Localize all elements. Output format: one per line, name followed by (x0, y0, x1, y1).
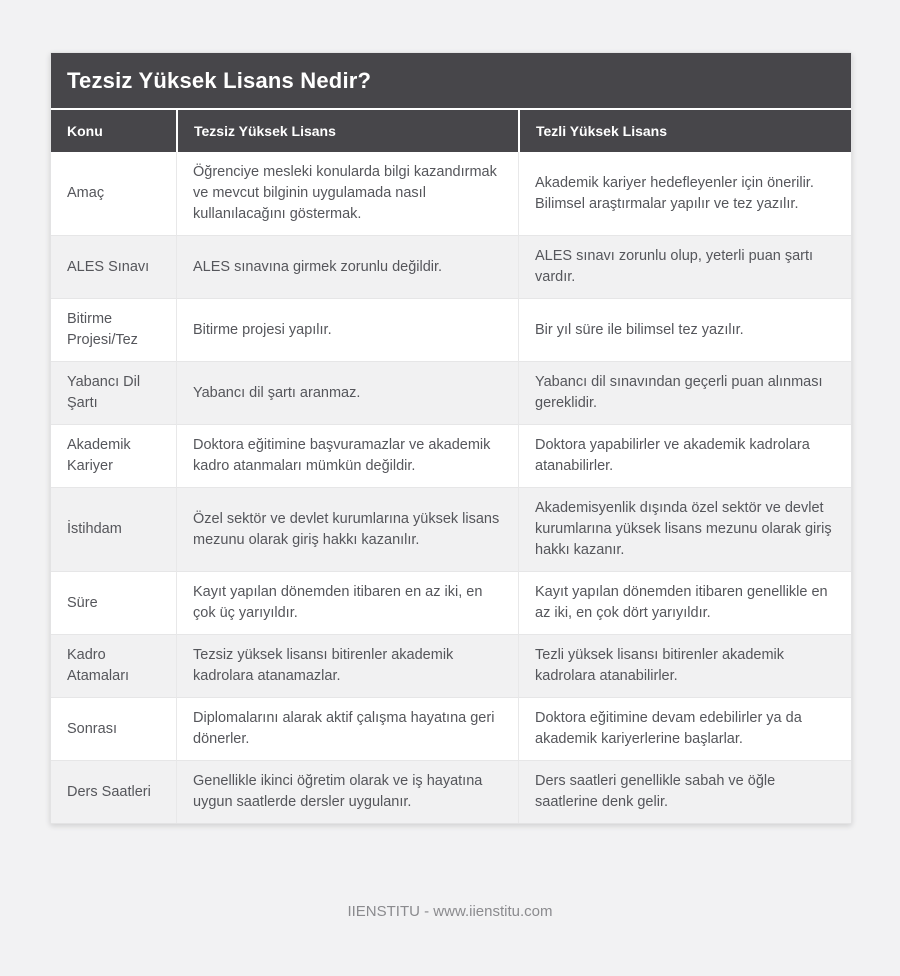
comparison-card (50, 52, 852, 824)
tezli-cell: Bir yıl süre ile bilimsel tez yazılır. (518, 298, 851, 361)
row-label-cell: İstihdam (51, 487, 176, 571)
tezli-cell: Kayıt yapılan dönemden itibaren genellikle en az iki, en çok dört yarıyıldır. (518, 571, 851, 634)
tezsiz-cell: Bitirme projesi yapılır. (176, 298, 518, 361)
tezsiz-cell: Diplomalarını alarak aktif çalışma hayatına geri dönerler. (176, 697, 518, 760)
tezsiz-cell: ALES sınavına girmek zorunlu değildir. (176, 235, 518, 298)
tezsiz-cell: Genellikle ikinci öğretim olarak ve iş hayatına uygun saatlerde dersler uygulanır. (176, 760, 518, 823)
tezli-cell: Yabancı dil sınavından geçerli puan alınması gereklidir. (518, 361, 851, 424)
table-body (51, 152, 851, 823)
tezli-cell: Doktora yapabilirler ve akademik kadrolara atanabilirler. (518, 424, 851, 487)
table-row (51, 571, 851, 634)
tezsiz-cell: Yabancı dil şartı aranmaz. (176, 361, 518, 424)
tezli-cell: Ders saatleri genellikle sabah ve öğle saatlerine denk gelir. (518, 760, 851, 823)
row-label-cell: Kadro Atamaları (51, 634, 176, 697)
tezsiz-cell: Kayıt yapılan dönemden itibaren en az iki, en çok üç yarıyıldır. (176, 571, 518, 634)
tezli-cell: Akademik kariyer hedefleyenler için önerilir. Bilimsel araştırmalar yapılır ve tez yazılır. (518, 152, 851, 235)
column-header-tezli: Tezli Yüksek Lisans (518, 110, 851, 152)
table-row (51, 235, 851, 298)
table-row (51, 298, 851, 361)
page-title: Tezsiz Yüksek Lisans Nedir? (51, 53, 851, 108)
table-row (51, 152, 851, 235)
row-label-cell: Yabancı Dil Şartı (51, 361, 176, 424)
footer-credit: IIENSTITU - www.iienstitu.com (347, 903, 553, 920)
tezsiz-cell: Doktora eğitimine başvuramazlar ve akademik kadro atanmaları mümkün değildir. (176, 424, 518, 487)
row-label-cell: Sonrası (51, 697, 176, 760)
table-row (51, 634, 851, 697)
column-header-konu: Konu (51, 110, 176, 152)
table-row (51, 697, 851, 760)
tezli-cell: Tezli yüksek lisansı bitirenler akademik kadrolara atanabilirler. (518, 634, 851, 697)
row-label-cell: ALES Sınavı (51, 235, 176, 298)
table-row (51, 361, 851, 424)
table-row (51, 760, 851, 823)
table-row (51, 487, 851, 571)
row-label-cell: Akademik Kariyer (51, 424, 176, 487)
row-label-cell: Bitirme Projesi/Tez (51, 298, 176, 361)
comparison-table (51, 110, 851, 823)
column-header-tezsiz: Tezsiz Yüksek Lisans (176, 110, 518, 152)
row-label-cell: Amaç (51, 152, 176, 235)
tezsiz-cell: Özel sektör ve devlet kurumlarına yüksek lisans mezunu olarak giriş hakkı kazanılır. (176, 487, 518, 571)
tezli-cell: Doktora eğitimine devam edebilirler ya da akademik kariyerlerine başlarlar. (518, 697, 851, 760)
row-label-cell: Süre (51, 571, 176, 634)
tezli-cell: ALES sınavı zorunlu olup, yeterli puan şartı vardır. (518, 235, 851, 298)
row-label-cell: Ders Saatleri (51, 760, 176, 823)
tezsiz-cell: Öğrenciye mesleki konularda bilgi kazandırmak ve mevcut bilginin uygulamada nasıl kullanılacağını göstermak. (176, 152, 518, 235)
table-row (51, 424, 851, 487)
header-row (51, 110, 851, 152)
tezsiz-cell: Tezsiz yüksek lisansı bitirenler akademik kadrolara atanamazlar. (176, 634, 518, 697)
tezli-cell: Akademisyenlik dışında özel sektör ve devlet kurumlarına yüksek lisans mezunu olarak giriş hakkı kazanır. (518, 487, 851, 571)
table-header (51, 110, 851, 152)
